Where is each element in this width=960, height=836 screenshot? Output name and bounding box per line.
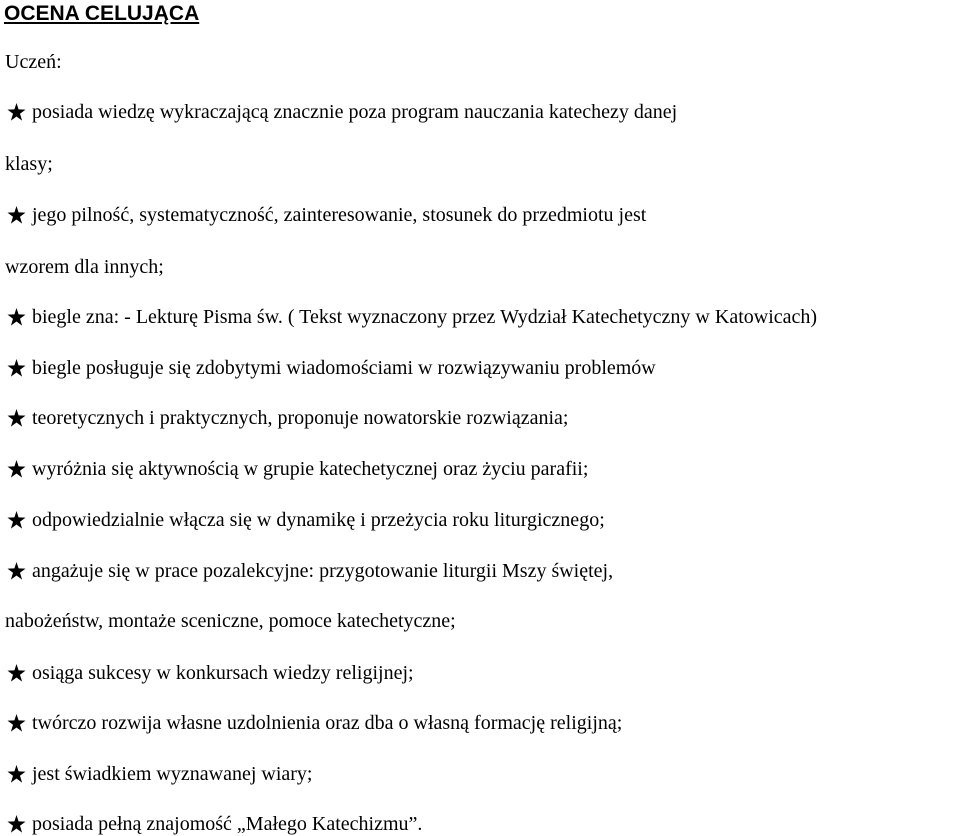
list-item-text: twórczo rozwija własne uzdolnienia oraz dba o własną formację religijną; xyxy=(32,712,623,734)
intro-text: Uczeń: xyxy=(5,51,62,73)
list-item xyxy=(5,711,622,735)
list-item xyxy=(5,457,588,481)
list-item-text: nabożeństw, montaże sceniczne, pomoce katechetyczne; xyxy=(5,610,456,632)
list-item xyxy=(5,559,613,583)
asterisk-icon xyxy=(5,459,28,479)
asterisk-icon xyxy=(5,663,28,683)
list-item-text: posiada wiedzę wykraczającą znacznie poza program nauczania katechezy danej xyxy=(32,101,678,123)
list-item-text: klasy; xyxy=(5,153,53,175)
list-item xyxy=(5,661,414,685)
list-item-text: osiąga sukcesy w konkursach wiedzy religijnej; xyxy=(32,662,414,684)
list-item-text: angażuje się w prace pozalekcyjne: przygotowanie liturgii Mszy świętej, xyxy=(32,560,614,582)
list-item xyxy=(5,508,605,532)
document-title: OCENA CELUJĄCA xyxy=(4,2,200,25)
list-item-text: jego pilność, systematyczność, zainteresowanie, stosunek do przedmiotu jest xyxy=(32,204,647,226)
asterisk-icon xyxy=(5,205,28,225)
list-item xyxy=(5,812,422,836)
asterisk-icon xyxy=(5,408,28,428)
list-item-continuation xyxy=(5,609,456,633)
asterisk-icon xyxy=(5,814,28,834)
asterisk-icon xyxy=(5,307,28,327)
list-item-text: wyróżnia się aktywnością w grupie katechetycznej oraz życiu parafii; xyxy=(32,458,589,480)
list-item-continuation xyxy=(5,255,164,279)
list-item-text: jest świadkiem wyznawanej wiary; xyxy=(32,763,313,785)
list-item-text: odpowiedzialnie włącza się w dynamikę i przeżycia roku liturgicznego; xyxy=(32,509,605,531)
list-item-text: posiada pełną znajomość „Małego Katechizmu”. xyxy=(32,813,423,835)
list-item-text: biegle zna: - Lekturę Pisma św. ( Tekst wyznaczony przez Wydział Katechetyczny w Katowicach) xyxy=(32,306,818,328)
asterisk-icon xyxy=(5,713,28,733)
list-item xyxy=(5,100,677,124)
list-item xyxy=(5,406,568,430)
list-item xyxy=(5,305,817,329)
list-item xyxy=(5,762,312,786)
asterisk-icon xyxy=(5,510,28,530)
list-item-text: wzorem dla innych; xyxy=(5,256,164,278)
intro-label xyxy=(5,50,62,74)
list-item-text: biegle posługuje się zdobytymi wiadomościami w rozwiązywaniu problemów xyxy=(32,357,656,379)
list-item xyxy=(5,203,646,227)
list-item-text: teoretycznych i praktycznych, proponuje nowatorskie rozwiązania; xyxy=(32,407,569,429)
asterisk-icon xyxy=(5,561,28,581)
asterisk-icon xyxy=(5,358,28,378)
list-item-continuation xyxy=(5,152,53,176)
asterisk-icon xyxy=(5,764,28,784)
list-item xyxy=(5,356,656,380)
asterisk-icon xyxy=(5,102,28,122)
